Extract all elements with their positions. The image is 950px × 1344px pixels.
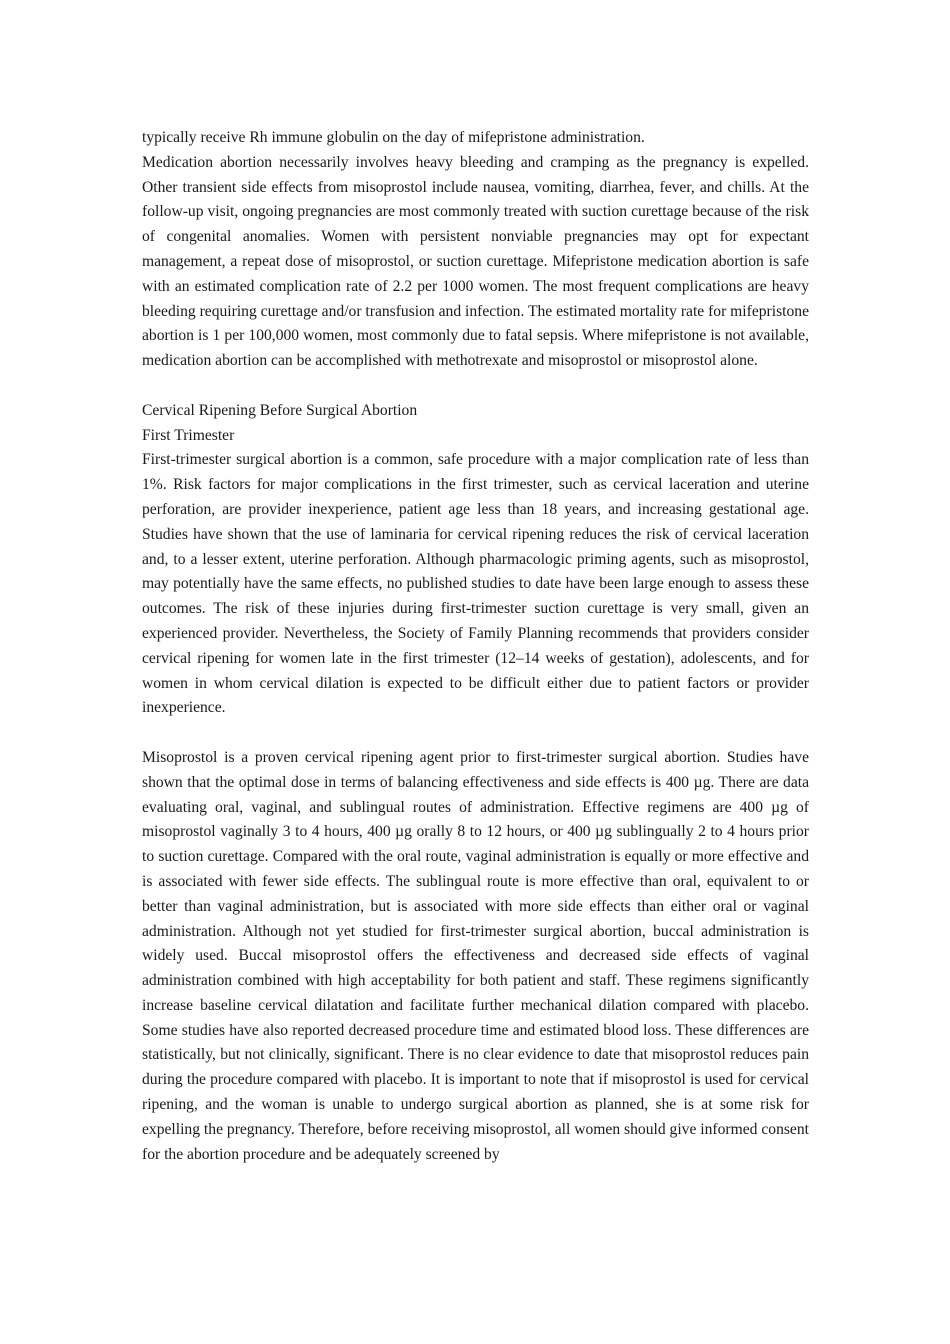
body-paragraph-first-trimester: First-trimester surgical abortion is a common, safe procedure with a major complication rate of less than 1%. Risk factors for major complications in the first trimester, such as cervical laceration and uterine perforation, are provider inexperience, patient age less than 18 years, and increasing gestational age. Studies have shown that the use of laminaria for cervical ripening reduces the risk of cervical laceration and, to a lesser extent, uterine perforation. Although pharmacologic priming agents, such as misoprostol, may potentially have the same effects, no published studies to date have been large enough to assess these outcomes. The risk of these injuries during first-trimester suction curettage is very small, given an experienced provider. Nevertheless, the Society of Family Planning recommends that providers consider cervical ripening for women late in the first trimester (12–14 weeks of gestation), adolescents, and for women in whom cervical dilation is expected to be difficult either due to patient factors or provider inexperience.	[142, 451, 809, 717]
subsection-heading-first-trimester: First Trimester	[142, 426, 235, 444]
document-text-column	[142, 126, 809, 1167]
paragraph-spacer	[142, 374, 809, 399]
body-paragraph-medication-abortion: Medication abortion necessarily involves heavy bleeding and cramping as the pregnancy is expelled. Other transient side effects from misoprostol include nausea, vomiting, diarrhea, fever, and chills. At the follow-up visit, ongoing pregnancies are most commonly treated with suction curettage because of the risk of congenital anomalies. Women with persistent nonviable pregnancies may opt for expectant management, a repeat dose of misoprostol, or suction curettage. Mifepristone medication abortion is safe with an estimated complication rate of 2.2 per 1000 women. The most frequent complications are heavy bleeding requiring curettage and/or transfusion and infection. The estimated mortality rate for mifepristone abortion is 1 per 100,000 women, most commonly due to fatal sepsis. Where mifepristone is not available, medication abortion can be accomplished with methotrexate and misoprostol or misoprostol alone.	[142, 153, 809, 370]
body-paragraph-misoprostol: Misoprostol is a proven cervical ripening agent prior to first-trimester surgical abortion. Studies have shown that the optimal dose in terms of balancing effectiveness and side effects is 400 µg. There are data evaluating oral, vaginal, and sublingual routes of administration. Effective regimens are 400 µg of misoprostol vaginally 3 to 4 hours, 400 µg orally 8 to 12 hours, or 400 µg sublingually 2 to 4 hours prior to suction curettage. Compared with the oral route, vaginal administration is equally or more effective and is associated with fewer side effects. The sublingual route is more effective than oral, equivalent to or better than vaginal administration, but is associated with more side effects than either oral or vaginal administration. Although not yet studied for first-trimester surgical abortion, buccal administration is widely used. Buccal misoprostol offers the effectiveness and decreased side effects of vaginal administration combined with high acceptability for both patient and staff. These regimens significantly increase baseline cervical dilatation and facilitate further mechanical dilation compared with placebo. Some studies have also reported decreased procedure time and estimated blood loss. These differences are statistically, but not clinically, significant. There is no clear evidence to date that misoprostol reduces pain during the procedure compared with placebo. It is important to note that if misoprostol is used for cervical ripening, and the woman is unable to undergo surgical abortion as planned, she is at some risk for expelling the pregnancy. Therefore, before receiving misoprostol, all women should give informed consent for the abortion procedure and be adequately screened by	[142, 748, 809, 1163]
continuation-line: typically receive Rh immune globulin on the day of mifepristone administration.	[142, 129, 645, 146]
paragraph-spacer	[142, 721, 809, 746]
section-heading-cervical-ripening: Cervical Ripening Before Surgical Abortion	[142, 401, 418, 419]
